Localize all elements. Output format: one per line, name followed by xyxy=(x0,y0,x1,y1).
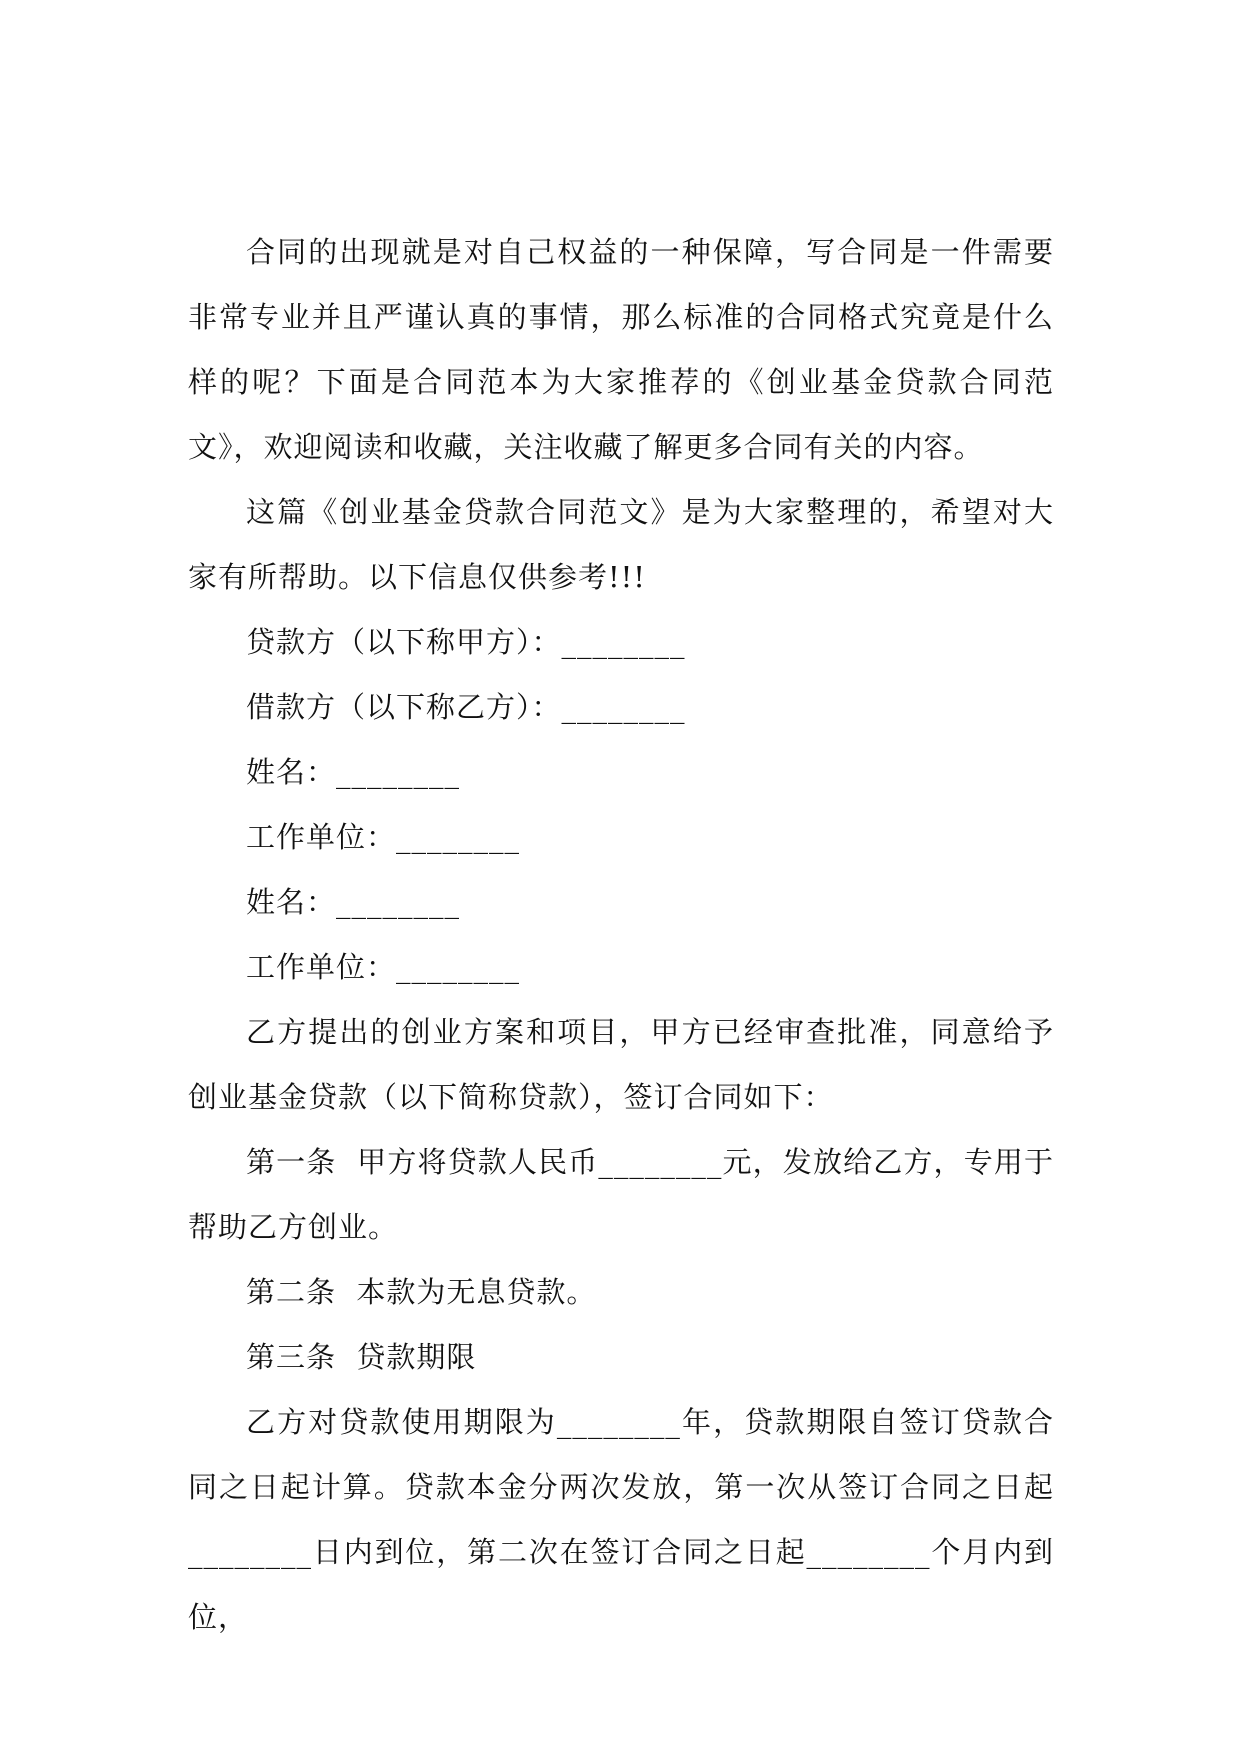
borrower-line: 借款方（以下称乙方）：________ xyxy=(246,690,686,724)
article-3-heading: 第三条 贷款期限 xyxy=(246,1340,477,1374)
intro-paragraph: 合同的出现就是对自己权益的一种保障，写合同是一件需要非常专业并且严谨认真的事情，那么标准的合同格式究竟是什么样的呢？下面是合同范本为大家推荐的《创业基金贷款合同范文》，欢迎阅读和收藏，关注收藏了解更多合同有关的内容。 xyxy=(188,235,1054,464)
employer-line-2: 工作单位：________ xyxy=(246,950,521,984)
reference-note-paragraph: 这篇《创业基金贷款合同范文》是为大家整理的，希望对大家有所帮助。以下信息仅供参考!!! xyxy=(188,495,1054,594)
name-line-1: 姓名：________ xyxy=(246,755,461,789)
lender-line: 贷款方（以下称甲方）：________ xyxy=(246,625,686,659)
article-2: 第二条 本款为无息贷款。 xyxy=(246,1275,597,1309)
document-body xyxy=(188,220,1054,1650)
name-line-2: 姓名：________ xyxy=(246,885,461,919)
agreement-preamble: 乙方提出的创业方案和项目，甲方已经审查批准，同意给予创业基金贷款（以下简称贷款），签订合同如下： xyxy=(188,1015,1054,1114)
article-1: 第一条 甲方将贷款人民币________元，发放给乙方，专用于帮助乙方创业。 xyxy=(188,1145,1054,1244)
employer-line-1: 工作单位：________ xyxy=(246,820,521,854)
article-3-body: 乙方对贷款使用期限为________年，贷款期限自签订贷款合同之日起计算。贷款本金分两次发放，第一次从签订合同之日起________日内到位，第二次在签订合同之日起________个月内到位， xyxy=(188,1405,1054,1634)
